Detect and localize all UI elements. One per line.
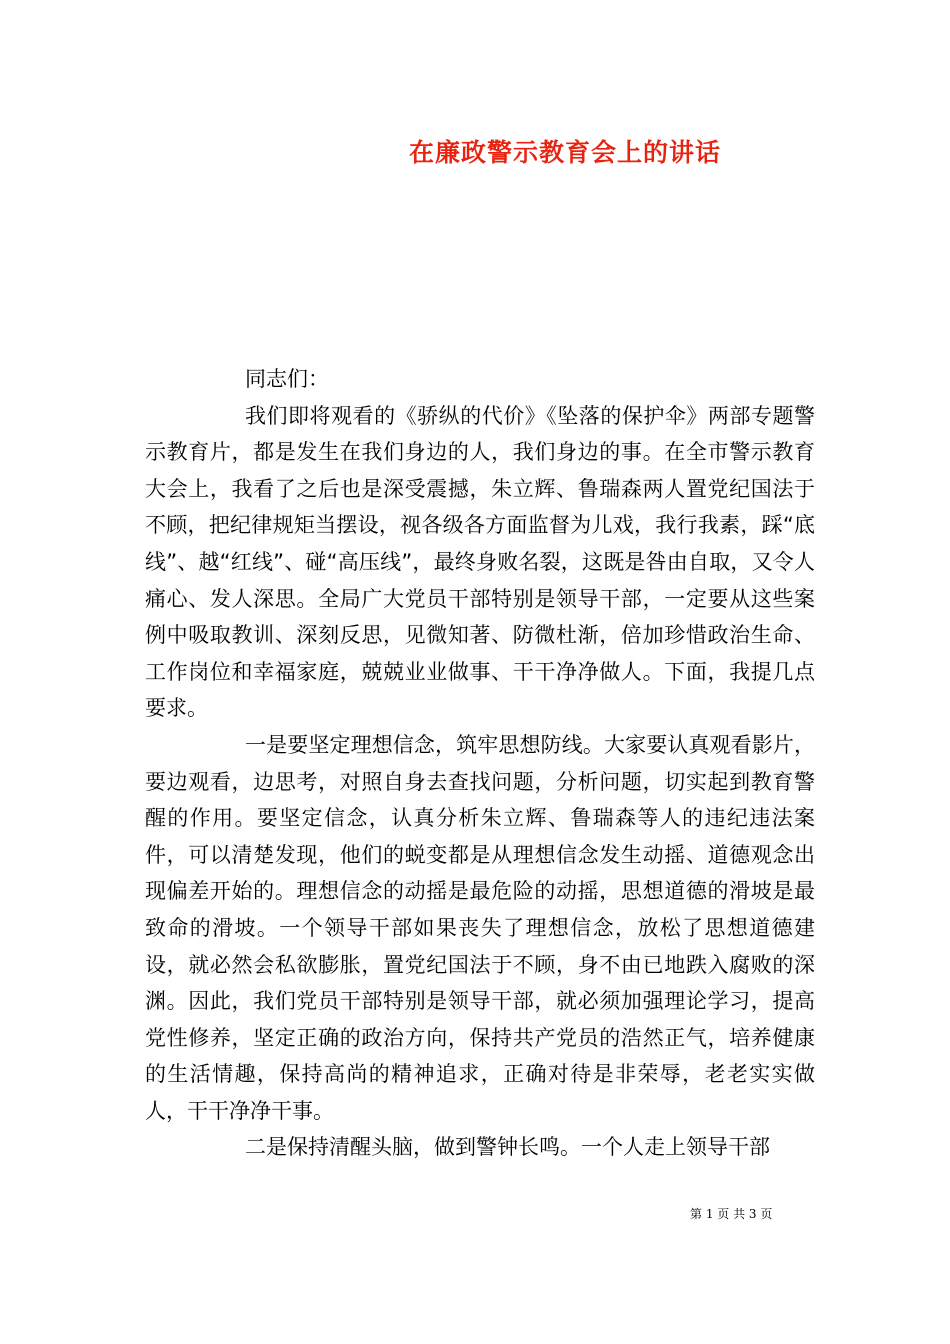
salutation: 同志们： (245, 367, 329, 391)
page-number-footer: 第 1 页 共 3 页 (690, 1207, 773, 1221)
page-title: 在廉政警示教育会上的讲话 (408, 138, 721, 167)
paragraph-3: 二是保持清醒头脑，做到警钟长鸣。一个人走上领导干部 (245, 1135, 770, 1160)
paragraph-1: 我们即将观看的《骄纵的代价》《坠落的保护伞》两部专题警示教育片，都是发生在我们身边的人，我们身边的事。在全市警示教育大会上，我看了之后也是深受震撼，朱立辉、鲁瑞森两人置党纪国法于不顾，把纪律规矩当摆设，视各级各方面监督为儿戏，我行我素，踩“底线”、越“红线”、碰“高压线”，最终身败名裂，这既是咎由自取，又令人痛心、发人深思。全局广大党员干部特别是领导干部，一定要从这些案例中吸取教训、深刻反思，见微知著、防微杜渐，倍加珍惜政治生命、工作岗位和幸福家庭，兢兢业业做事、干干净净做人。下面，我提几点要求。 (145, 403, 815, 721)
paragraph-2: 一是要坚定理想信念，筑牢思想防线。大家要认真观看影片，要边观看，边思考，对照自身去查找问题，分析问题，切实起到教育警醒的作用。要坚定信念，认真分析朱立辉、鲁瑞森等人的违纪违法案件，可以清楚发现，他们的蜕变都是从理想信念发生动摇、道德观念出现偏差开始的。理想信念的动摇是最危险的动摇，思想道德的滑坡是最致命的滑坡。一个领导干部如果丧失了理想信念，放松了思想道德建设，就必然会私欲膨胀，置党纪国法于不顾，身不由已地跌入腐败的深渊。因此，我们党员干部特别是领导干部，就必须加强理论学习，提高党性修养，坚定正确的政治方向，保持共产党员的浩然正气，培养健康的生活情趣，保持高尚的精神追求，正确对待是非荣辱，老老实实做人，干干净净干事。 (145, 732, 815, 1123)
body-text (145, 361, 815, 1166)
